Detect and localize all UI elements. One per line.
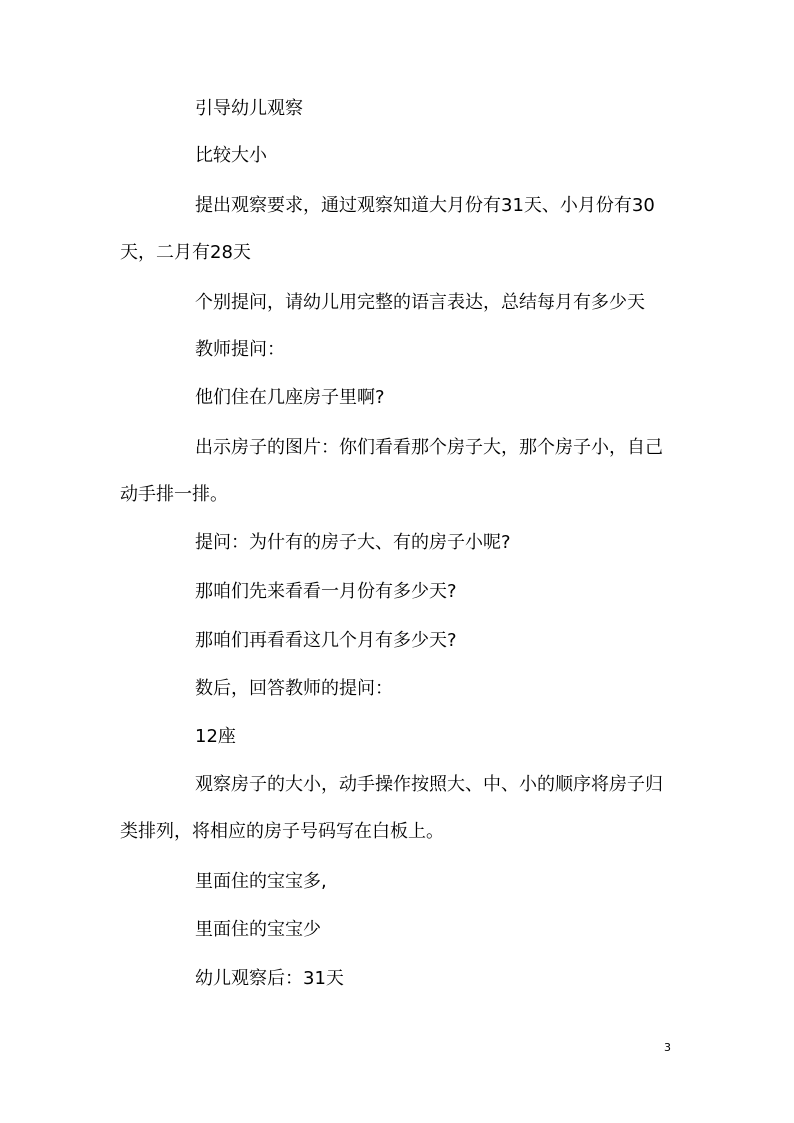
paragraph-after-observation: 幼儿观察后：31天 (195, 968, 344, 989)
paragraph-why-sizes-differ: 提问：为什有的房子大、有的房子小呢? (195, 532, 511, 553)
paragraph-twelve-houses: 12座 (195, 726, 236, 747)
paragraph-guide-observe: 引导幼儿观察 (195, 98, 303, 119)
page-number: 3 (664, 1041, 671, 1054)
paragraph-compare-size: 比较大小 (195, 145, 267, 166)
paragraph-how-many-houses: 他们住在几座房子里啊? (195, 387, 385, 408)
paragraph-more-babies: 里面住的宝宝多, (195, 871, 327, 892)
paragraph-teacher-question: 教师提问： (195, 339, 285, 360)
paragraph-individual-question: 个别提问，请幼儿用完整的语言表达，总结每月有多少天 (195, 292, 645, 313)
paragraph-answer-after-count: 数后，回答教师的提问： (195, 678, 393, 699)
paragraph-months-days: 那咱们再看看这几个月有多少天? (195, 630, 457, 651)
paragraph-show-house-pictures: 出示房子的图片：你们看看那个房子大，那个房子小，自己动手排一排。 (120, 437, 663, 505)
paragraph-sort-houses: 观察房子的大小，动手操作按照大、中、小的顺序将房子归类排列，将相应的房子号码写在白板上。 (120, 774, 663, 842)
paragraph-january-days: 那咱们先来看看一月份有多少天? (195, 581, 457, 602)
paragraph-observation-requirement: 提出观察要求，通过观察知道大月份有31天、小月份有30天，二月有28天 (120, 195, 655, 263)
paragraph-fewer-babies: 里面住的宝宝少 (195, 919, 321, 940)
